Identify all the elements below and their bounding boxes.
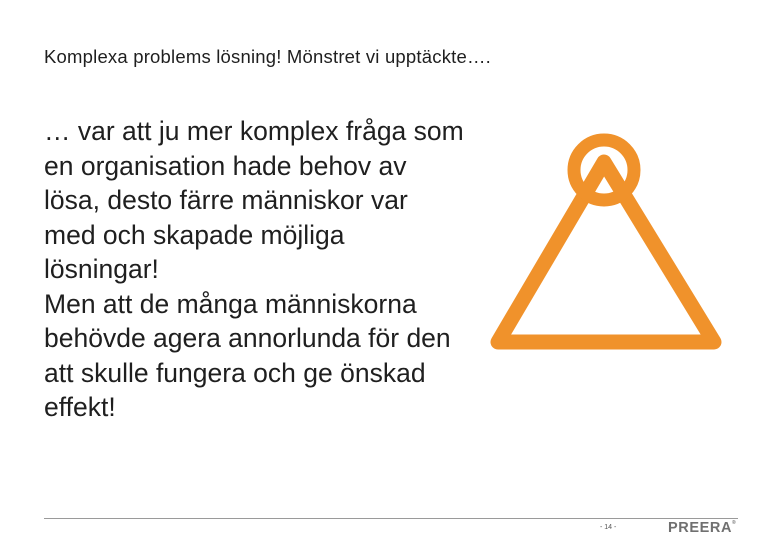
triangle-circle-icon (484, 132, 744, 357)
triangle-circle-diagram (484, 132, 744, 362)
body-paragraph-1: … var att ju mer komplex fråga som en organisation hade behov av lösa, desto färre människor var med och skapade möjliga lösningar! (44, 116, 464, 284)
logo-text: PREERA (668, 520, 733, 536)
preera-logo (668, 520, 736, 536)
body-paragraph-2: Men att de många människorna behövde agera annorlunda för den att skulle fungera och ge önskad effekt! (44, 288, 451, 422)
page-number: - 14 - (600, 524, 617, 531)
footer-divider (44, 518, 738, 519)
slide-title: Komplexa problems lösning! Mönstret vi upptäckte…. (44, 46, 492, 67)
logo-trademark: ® (732, 520, 736, 526)
slide-body (44, 114, 464, 425)
diagram-triangle (498, 162, 714, 342)
